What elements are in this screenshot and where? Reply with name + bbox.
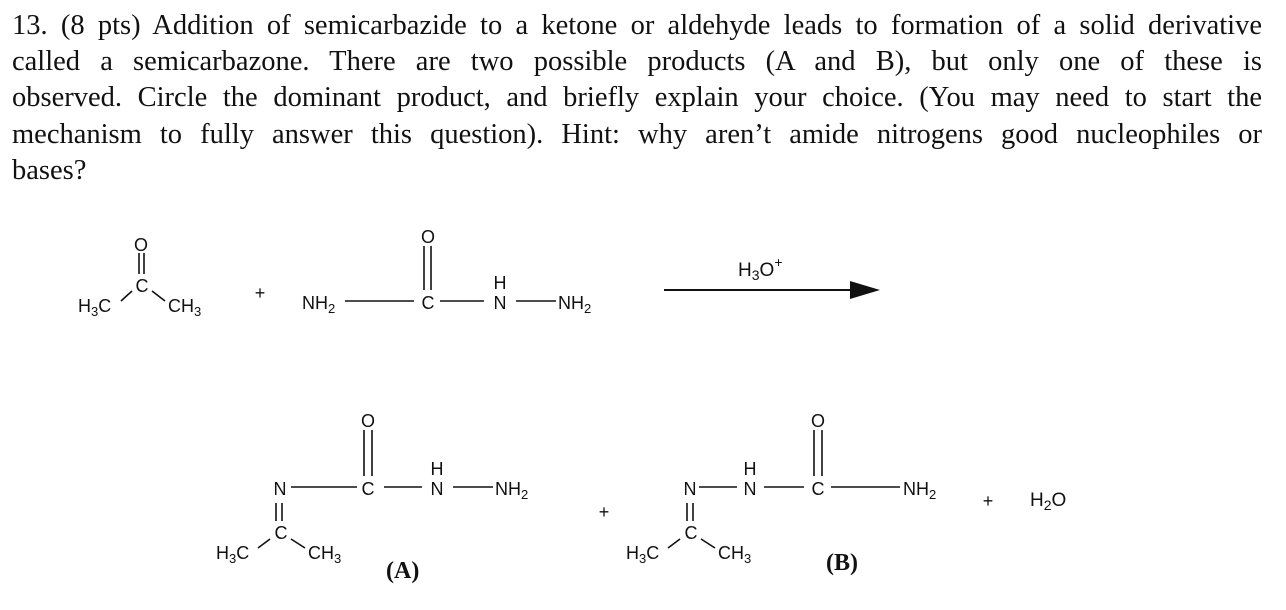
product-a-nh-h: H bbox=[430, 459, 444, 479]
semicarbazide-nh-h: H bbox=[493, 273, 507, 293]
plus-sign-products: + bbox=[598, 502, 610, 522]
product-b-imine-carbon: C bbox=[684, 523, 698, 543]
product-a-nh-nitrogen: N bbox=[430, 479, 444, 499]
question-line-5: bases? bbox=[12, 154, 87, 186]
product-a-imine-nitrogen: N bbox=[273, 479, 287, 499]
product-b-nh-nitrogen: N bbox=[743, 479, 757, 499]
acetone-oxygen: O bbox=[133, 235, 149, 255]
question-line-4: mechanism to fully answer this question). Hint: why aren’t amide nitrogens good nucleophiles or bbox=[12, 118, 1262, 150]
product-a-imine-carbon: C bbox=[274, 523, 288, 543]
semicarbazide-amine-right: $NH_2$ bbox=[558, 293, 592, 316]
product-b-nh-h: H bbox=[743, 459, 757, 479]
product-a-oxygen: O bbox=[360, 411, 376, 431]
acetone-methyl-left: $H_3C$ bbox=[78, 296, 112, 319]
semicarbazide-carbon: C bbox=[421, 293, 435, 313]
acetone-methyl-right: $CH_3$ bbox=[168, 296, 202, 319]
product-a-methyl-left: $H_3C$ bbox=[216, 543, 250, 566]
product-b-imine-nitrogen: N bbox=[683, 479, 697, 499]
product-a-carbonyl-carbon: C bbox=[361, 479, 375, 499]
product-a-label: (A) bbox=[386, 558, 420, 584]
product-b-label: (B) bbox=[826, 550, 858, 576]
product-b-methyl-left: $H_3C$ bbox=[626, 543, 660, 566]
product-b-carbonyl-carbon: C bbox=[811, 479, 825, 499]
plus-sign-water: + bbox=[982, 491, 994, 511]
reagent-hydronium: $H_3O^+$ bbox=[738, 254, 783, 283]
semicarbazide-amine-left: $NH_2$ bbox=[302, 293, 336, 316]
acetone-carbon: C bbox=[135, 276, 149, 296]
product-b-oxygen: O bbox=[810, 411, 826, 431]
product-b-methyl-right: $CH_3$ bbox=[718, 543, 752, 566]
product-b-amine: $NH_2$ bbox=[903, 479, 937, 502]
product-a-amine: $NH_2$ bbox=[495, 479, 529, 502]
plus-sign-reactants: + bbox=[254, 283, 266, 303]
water: $H_2O$ bbox=[1030, 490, 1067, 513]
question-line-1: 13. (8 pts) Addition of semicarbazide to a ketone or aldehyde leads to formation of a solid derivative bbox=[12, 10, 1262, 41]
semicarbazide-oxygen: O bbox=[420, 227, 436, 247]
question-line-2: called a semicarbazone. There are two possible products (A and B), but only one of these is bbox=[12, 46, 1262, 78]
product-a-methyl-right: $CH_3$ bbox=[308, 543, 342, 566]
reaction-arrowhead bbox=[850, 281, 880, 299]
semicarbazide-nh-nitrogen: N bbox=[493, 293, 507, 313]
question-line-3: observed. Circle the dominant product, and briefly explain your choice. (You may need to start the bbox=[12, 82, 1262, 114]
